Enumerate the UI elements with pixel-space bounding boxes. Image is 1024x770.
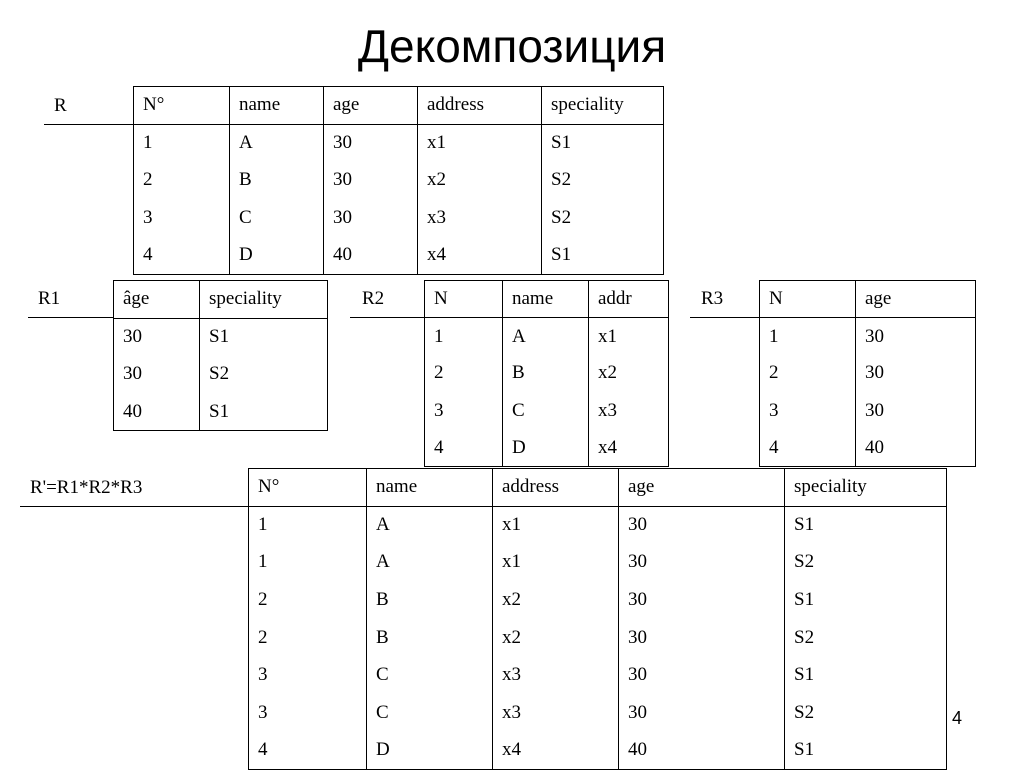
column-header: age [324,87,418,125]
table-cell: S2 [542,162,664,200]
table-cell: 4 [134,237,230,275]
column-header: N° [134,87,230,125]
table-cell: S1 [785,581,947,619]
table-cell: 40 [114,393,200,431]
table-row [114,318,328,356]
column-header: address [418,87,542,125]
table-cell: x3 [493,694,619,732]
table-cell: 30 [856,318,976,355]
column-header: âge [114,281,200,319]
table-cell: 1 [760,318,856,355]
table-row [425,429,669,466]
table-row [760,318,976,355]
relation-table [248,468,947,770]
column-header: name [367,469,493,507]
table-row [760,392,976,429]
relation-label: R1 [38,288,61,309]
table-row [134,237,664,275]
table-header-row [425,281,669,318]
relation-header-line [44,124,134,125]
table-cell: 4 [425,429,503,466]
table-cell: 30 [324,162,418,200]
table-cell: 30 [324,124,418,162]
relation-label: R2 [362,288,385,309]
relation-header-line [690,317,760,318]
table-cell: 2 [249,581,367,619]
table-row [249,619,947,657]
table-cell: x2 [418,162,542,200]
table-cell: S1 [542,124,664,162]
table-cell: 30 [114,356,200,394]
table-cell: 2 [134,162,230,200]
table-cell: x1 [493,506,619,544]
table-cell: 30 [114,318,200,356]
table-cell: 1 [249,506,367,544]
table-cell: S2 [200,356,328,394]
page-title: Декомпозиция [357,20,667,72]
table-cell: A [230,124,324,162]
table-cell: 30 [324,199,418,237]
table-cell: 2 [425,355,503,392]
table-cell: x3 [418,199,542,237]
table-cell: x2 [589,355,669,392]
table-cell: 40 [619,732,785,770]
column-header: address [493,469,619,507]
table-cell: D [367,732,493,770]
table-header-row [114,281,328,319]
table-row [249,544,947,582]
table-cell: 1 [425,318,503,355]
table-cell: S2 [785,544,947,582]
table-row [134,162,664,200]
table-cell: x4 [589,429,669,466]
table-cell: x1 [589,318,669,355]
table-cell: x4 [418,237,542,275]
table-row [249,732,947,770]
table-cell: S2 [785,694,947,732]
relation-label: R'=R1*R2*R3 [30,477,143,498]
table-cell: 30 [619,619,785,657]
table-cell: 40 [324,237,418,275]
table-cell: 4 [760,429,856,466]
table-cell: S1 [200,318,328,356]
table-cell: 2 [249,619,367,657]
table-cell: S1 [785,732,947,770]
relation-header-line [28,317,114,318]
relation-table [759,280,976,467]
column-header: age [856,281,976,318]
table-cell: 40 [856,429,976,466]
table-row [425,355,669,392]
table-row [249,581,947,619]
table-cell: S1 [542,237,664,275]
table-cell: C [367,656,493,694]
relation-label: R3 [701,288,724,309]
column-header: speciality [542,87,664,125]
table-cell: 3 [249,694,367,732]
table-cell: 3 [134,199,230,237]
table-cell: 30 [619,656,785,694]
table-cell: B [367,619,493,657]
table-row [425,392,669,429]
table-cell: 3 [249,656,367,694]
table-cell: 30 [856,355,976,392]
table-header-row [760,281,976,318]
table-row [134,124,664,162]
table-cell: x2 [493,619,619,657]
table-row [249,694,947,732]
table-row [760,429,976,466]
table-row [114,356,328,394]
table-cell: 30 [619,694,785,732]
table-cell: S2 [542,199,664,237]
column-header: N [760,281,856,318]
column-header: N° [249,469,367,507]
table-cell: 1 [134,124,230,162]
table-row [134,199,664,237]
table-cell: S1 [200,393,328,431]
table-cell: A [503,318,589,355]
table-cell: B [230,162,324,200]
table-cell: x3 [589,392,669,429]
table-cell: C [230,199,324,237]
table-cell: x2 [493,581,619,619]
page-number: 4 [951,708,962,728]
table-cell: 3 [760,392,856,429]
table-cell: 4 [249,732,367,770]
table-cell: x1 [493,544,619,582]
table-header-row [134,87,664,125]
table-cell: A [367,506,493,544]
relation-header-line [350,317,425,318]
table-cell: 1 [249,544,367,582]
table-row [114,393,328,431]
table-row [425,318,669,355]
table-cell: A [367,544,493,582]
column-header: N [425,281,503,318]
column-header: addr [589,281,669,318]
table-cell: 30 [619,581,785,619]
table-cell: 2 [760,355,856,392]
table-cell: B [503,355,589,392]
relation-table [424,280,669,467]
table-cell: S2 [785,619,947,657]
table-cell: S1 [785,506,947,544]
table-cell: x1 [418,124,542,162]
table-cell: 30 [619,544,785,582]
table-row [249,506,947,544]
table-cell: 30 [619,506,785,544]
relation-header-line [20,506,249,507]
table-cell: B [367,581,493,619]
column-header: name [230,87,324,125]
table-cell: 3 [425,392,503,429]
column-header: speciality [785,469,947,507]
column-header: name [503,281,589,318]
column-header: age [619,469,785,507]
table-cell: S1 [785,656,947,694]
table-cell: x4 [493,732,619,770]
table-cell: x3 [493,656,619,694]
table-row [249,656,947,694]
table-header-row [249,469,947,507]
table-cell: D [503,429,589,466]
relation-label: R [54,95,67,116]
column-header: speciality [200,281,328,319]
table-cell: C [503,392,589,429]
relation-table [133,86,664,275]
relation-table [113,280,328,431]
table-cell: 30 [856,392,976,429]
table-row [760,355,976,392]
table-cell: D [230,237,324,275]
table-cell: C [367,694,493,732]
